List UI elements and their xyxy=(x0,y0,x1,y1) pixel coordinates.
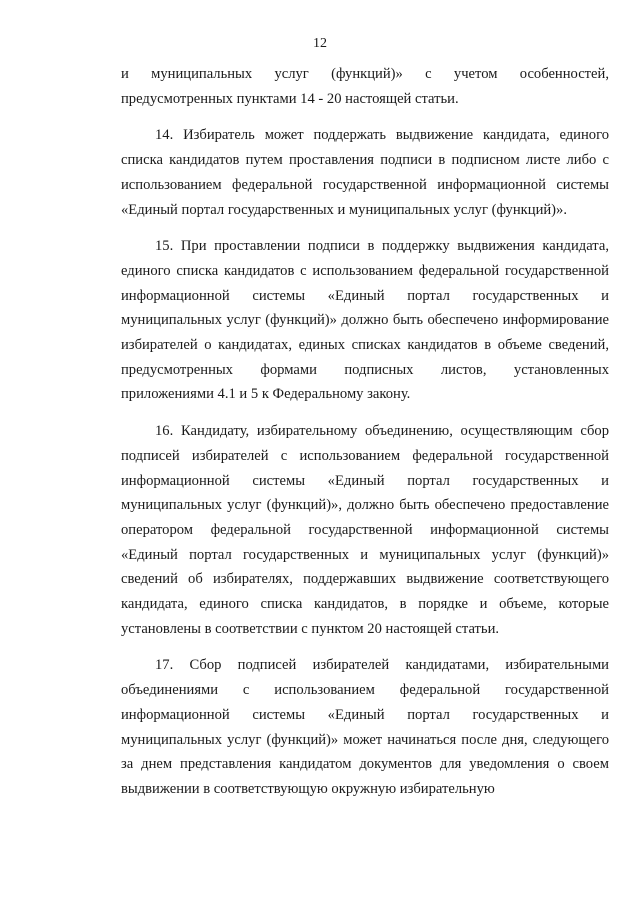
paragraph-item-14: 14. Избиратель может поддержать выдвижение кандидата, единого списка кандидатов путем проставления подписи в подписном листе либо с использованием федеральной государственной информационной системы «Единый портал государственных и муниципальных услуг (функций)». xyxy=(121,127,609,218)
paragraph-item-15: 15. При проставлении подписи в поддержку выдвижения кандидата, единого списка кандидатов с использованием федеральной государственной информационной системы «Единый портал государственных и муниципальных услуг (функций)» должно быть обеспечено информирование избирателей о кандидатах, единых списках кандидатов в объеме сведений, предусмотренных формами подписных листов, установленных приложениями 4.1 и 5 к Федеральному закону. xyxy=(121,238,609,403)
document-body xyxy=(121,62,609,802)
paragraph-item-16: 16. Кандидату, избирательному объединению, осуществляющим сбор подписей избирателей с использованием федеральной государственной информационной системы «Единый портал государственных и муниципальных услуг (функций)», должно быть обеспечено предоставление оператором федеральной государственной информационной системы «Единый портал государственных и муниципальных услуг (функций)» сведений об избирателях, поддержавших выдвижение соответствующего кандидата, единого списка кандидатов, в порядке и объеме, которые установлены в соответствии с пунктом 20 настоящей статьи. xyxy=(121,423,609,637)
page-number: 12 xyxy=(313,36,327,51)
paragraph-item-17: 17. Сбор подписей избирателей кандидатами, избирательными объединениями с использованием федеральной государственной информационной системы «Единый портал государственных и муниципальных услуг (функций)» может начинаться после дня, следующего за днем представления кандидатом документов для уведомления о своем выдвижении в соответствующую окружную избирательную xyxy=(121,657,609,797)
paragraph-continuation: и муниципальных услуг (функций)» с учетом особенностей, предусмотренных пунктами 14 - 20 настоящей статьи. xyxy=(121,66,609,107)
